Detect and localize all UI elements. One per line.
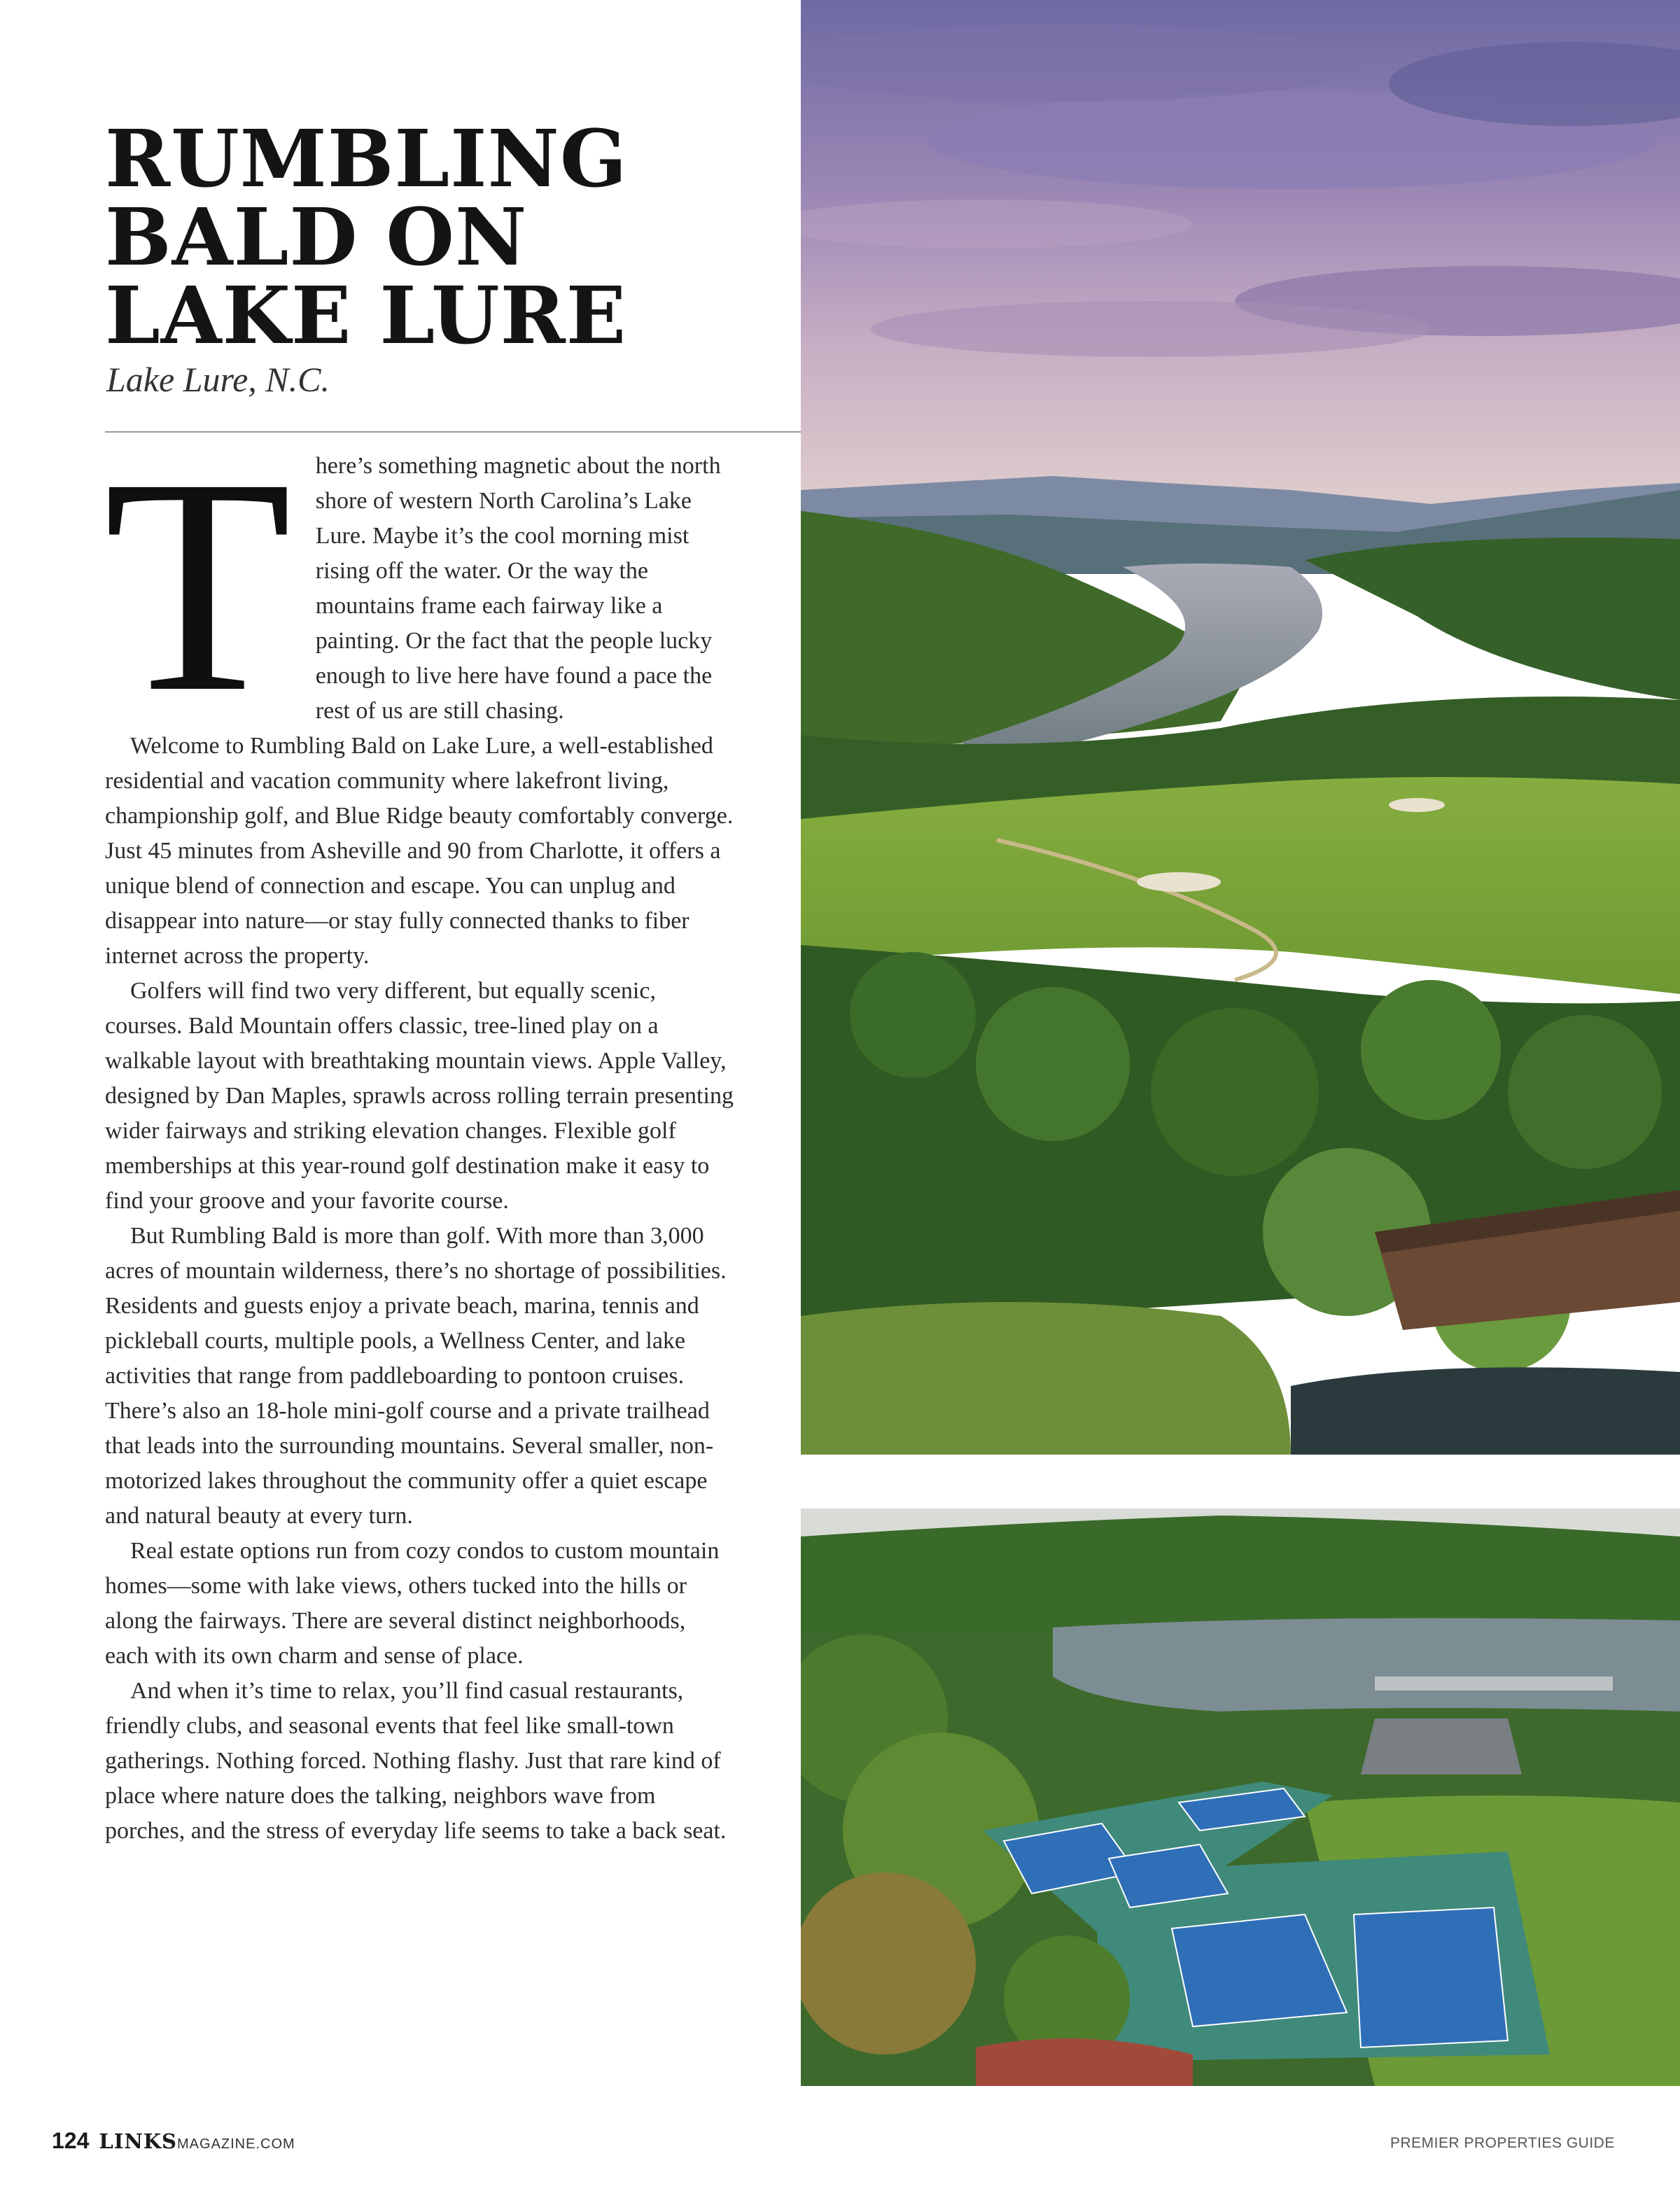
- aerial-lake-golf-photo: [801, 0, 1680, 1455]
- body-paragraph-4: But Rumbling Bald is more than golf. With more than 3,000 acres of mountain wilderness, there’s no shortage of possibilities. Residents and guests enjoy a private beach, marina, tennis and pickleball courts, multiple pools, a Wellness Center, and lake activities that range from paddleboarding to pontoon cruises. There’s also an 18-hole mini-golf course and a private trailhead that leads into the surrounding mountains. Several smaller, non-motorized lakes throughout the community offer a quiet escape and natural beauty at every turn.: [105, 1223, 727, 1529]
- article-body: [104, 415, 735, 1849]
- section-label: PREMIER PROPERTIES GUIDE: [1390, 2135, 1615, 2151]
- title-line-1: RUMBLING: [105, 113, 628, 205]
- magazine-brand: LINKS: [99, 2129, 178, 2153]
- page-number: 124: [52, 2128, 90, 2153]
- body-paragraph-1: here’s something magnetic about the north shore of western North Carolina’s Lake Lure. Maybe it’s the cool morning mist rising off the water. Or the way the mountains frame each fairway like a painting. Or the fact that the people lucky enough to live here have found a pace the rest of us are still chasing.: [315, 453, 721, 724]
- magazine-domain: MAGAZINE.COM: [177, 2136, 295, 2152]
- title-line-3: LAKE LURE: [105, 270, 627, 362]
- page-footer-left: [52, 2128, 295, 2159]
- article-location: Lake Lure, N.C.: [106, 360, 330, 399]
- body-paragraph-3: Golfers will find two very different, but equally scenic, courses. Bald Mountain offers classic, tree-lined play on a walkable layout with breathtaking mountain views. Apple Valley, designed by Dan Maples, sprawls across rolling terrain presenting wider fairways and striking elevation changes. Flexible golf memberships at this year-round golf destination make it easy to find your groove and your favorite course.: [105, 978, 734, 1214]
- article-title: [105, 113, 777, 362]
- title-line-2: BALD ON: [105, 192, 528, 284]
- drop-cap: T: [104, 415, 292, 756]
- body-paragraph-2: Welcome to Rumbling Bald on Lake Lure, a well-established residential and vacation community where lakefront living, championship golf, and Blue Ridge beauty comfortably converge. Just 45 minutes from Asheville and 90 from Charlotte, it offers a unique blend of connection and escape. You can unplug and disappear into nature—or stay fully connected thanks to fiber internet across the property.: [105, 733, 734, 969]
- body-paragraph-5: Real estate options run from cozy condos to custom mountain homes—some with lake views, others tucked into the hills or along the fairways. There are several distinct neighborhoods, each with its own charm and sense of place.: [105, 1538, 720, 1669]
- tennis-courts-marina-photo: [801, 1508, 1680, 2086]
- body-paragraph-6: And when it’s time to relax, you’ll find casual restaurants, friendly clubs, and seasonal events that feel like small-town gatherings. Nothing forced. Nothing flashy. Just that rare kind of place where nature does the talking, neighbors wave from porches, and the stress of everyday life seems to take a back seat.: [105, 1678, 727, 1844]
